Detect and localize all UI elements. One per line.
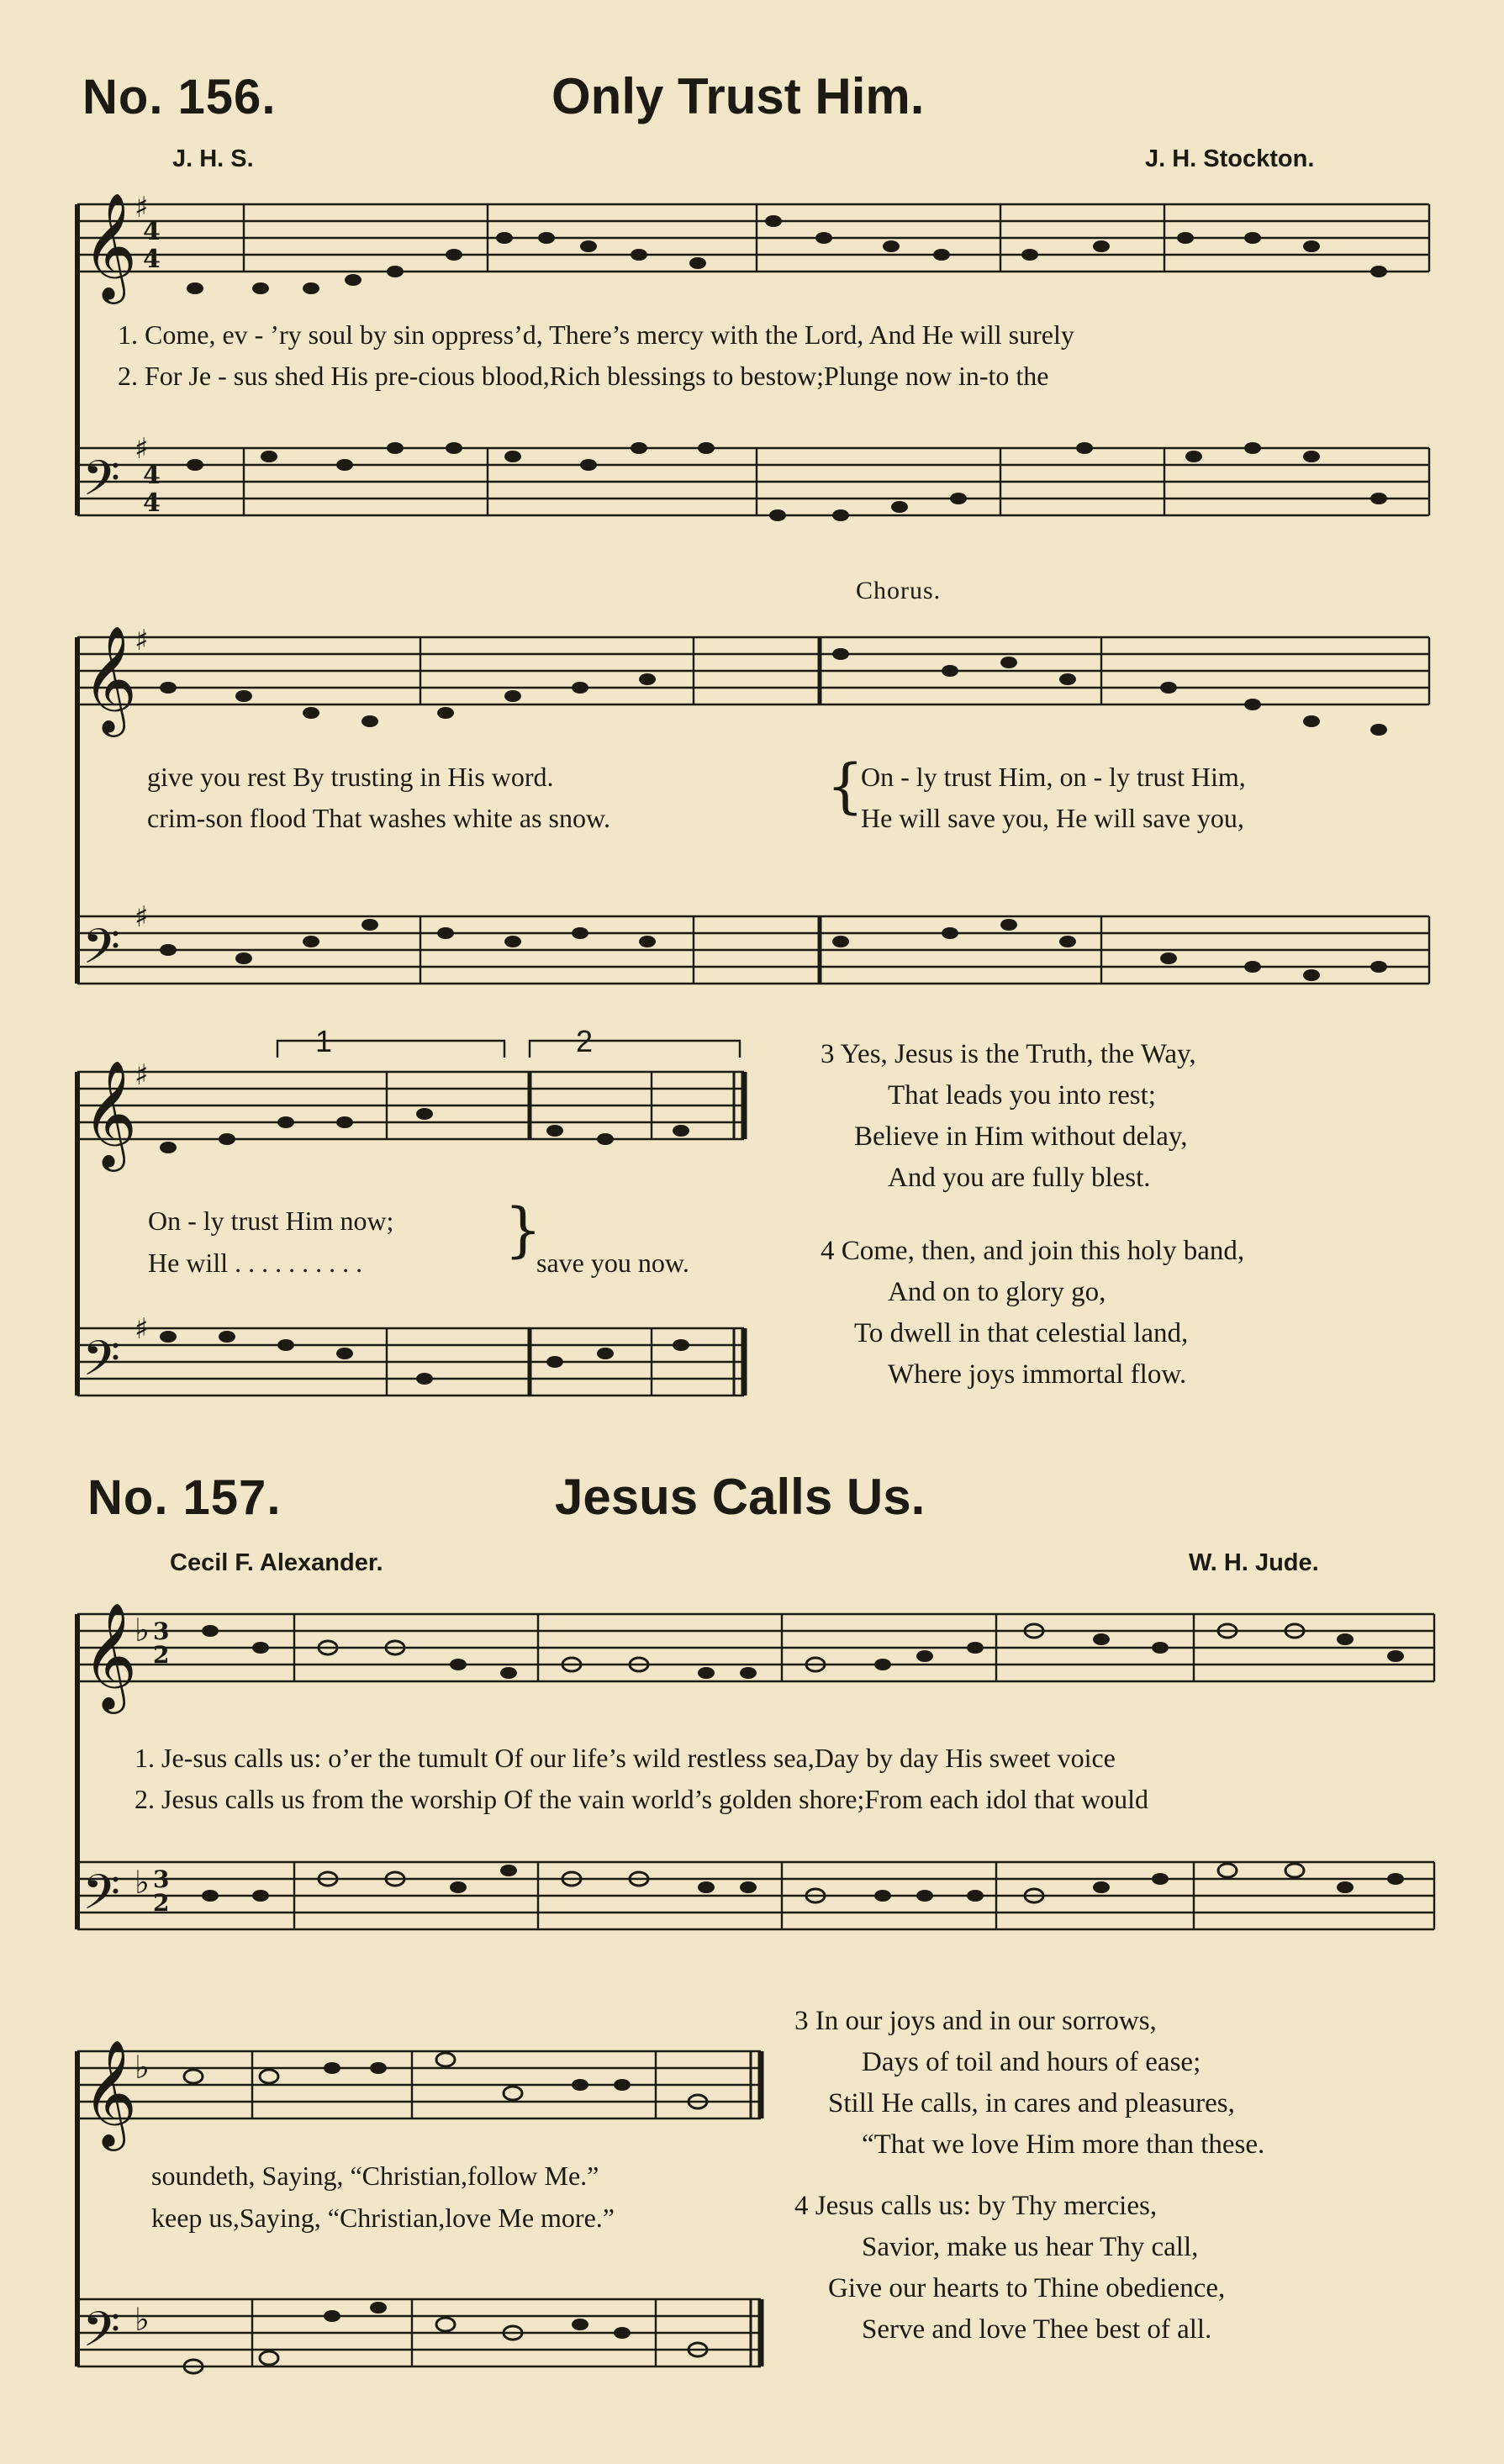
hymn-156-s2-verse-2: crim-son flood That washes white as snow. — [147, 803, 611, 833]
hymn-156-s3-line-1: On - ly trust Him now; — [148, 1206, 394, 1236]
hymn-157-verse-3 — [794, 2006, 1264, 2171]
svg-text:♭: ♭ — [135, 1864, 150, 1901]
svg-text:2: 2 — [153, 1889, 170, 1917]
svg-text:𝄞: 𝄞 — [82, 2039, 138, 2146]
svg-text:𝄢: 𝄢 — [82, 450, 121, 519]
svg-text:𝄢: 𝄢 — [82, 2301, 121, 2370]
hymn-156-title: Only Trust Him. — [551, 68, 925, 124]
svg-text:𝄢: 𝄢 — [82, 1330, 121, 1399]
svg-text:𝄢: 𝄢 — [82, 918, 121, 987]
verse-line: And on to glory go, — [888, 1277, 1106, 1307]
hymn-156-chorus-label: Chorus. — [856, 577, 942, 604]
verse-line: 4 Jesus calls us: by Thy mercies, — [794, 2191, 1158, 2221]
svg-text:2: 2 — [153, 1641, 170, 1669]
svg-text:♯: ♯ — [135, 900, 149, 934]
hymn-156-chorus-brace: { — [826, 752, 864, 820]
hymn-156-s2-verse-1: give you rest By trusting in His word. — [147, 762, 554, 792]
hymn-157-lyricist: Cecil F. Alexander. — [170, 1549, 383, 1576]
svg-text:𝄞: 𝄞 — [82, 625, 138, 732]
svg-text:4: 4 — [143, 488, 161, 518]
hymn-157-composer: W. H. Jude. — [1189, 1549, 1319, 1576]
svg-text:♭: ♭ — [135, 2049, 150, 2086]
svg-text:4: 4 — [143, 245, 161, 274]
verse-line: To dwell in that celestial land, — [854, 1318, 1189, 1348]
svg-text:3: 3 — [153, 1617, 170, 1645]
hymn-156-ending-2: 2 — [576, 1024, 594, 1058]
verse-line: Where joys immortal flow. — [888, 1359, 1187, 1390]
hymn-157-s2-line-1: soundeth, Saying, “Christian,follow Me.” — [151, 2161, 599, 2191]
hymn-156-s1-verse-2: 2. For Je - sus shed His pre-cious blood,Rich blessings to bestow;Plunge now in-to the — [118, 361, 1049, 391]
hymn-157-s2-line-2: keep us,Saying, “Christian,love Me more.” — [151, 2203, 615, 2233]
verse-line: “That we love Him more than these. — [862, 2129, 1265, 2160]
verse-line: Still He calls, in cares and pleasures, — [828, 2088, 1235, 2118]
hymn-157-number: No. 157. — [87, 1470, 282, 1525]
svg-text:♯: ♯ — [135, 191, 149, 224]
verse-line: Serve and love Thee best of all. — [862, 2314, 1212, 2345]
verse-line: 4 Come, then, and join this holy band, — [821, 1236, 1245, 1266]
verse-line: Believe in Him without delay, — [854, 1121, 1188, 1152]
verse-line: That leads you into rest; — [888, 1080, 1156, 1111]
hymn-156-lyricist: J. H. S. — [172, 145, 254, 172]
hymn-156-s2-chorus-2: He will save you, He will save you, — [861, 803, 1244, 833]
hymn-156-s2-chorus-1: On - ly trust Him, on - ly trust Him, — [861, 762, 1246, 792]
hymn-156-number: No. 156. — [82, 70, 277, 124]
hymn-156-s3-line-2: He will . . . . . . . . . . — [148, 1248, 363, 1278]
svg-text:♭: ♭ — [135, 1612, 150, 1649]
hymn-156-s3-brace: } — [504, 1195, 542, 1264]
verse-line: Savior, make us hear Thy call, — [862, 2232, 1199, 2262]
svg-text:♭: ♭ — [135, 2301, 150, 2338]
svg-text:𝄞: 𝄞 — [82, 192, 138, 299]
svg-text:𝄢: 𝄢 — [82, 1864, 121, 1933]
verse-line: And you are fully blest. — [888, 1163, 1151, 1193]
hymn-156-s1-verse-1: 1. Come, ev - ’ry soul by sin oppress’d, There’s mercy with the Lord, And He will surely — [118, 319, 1074, 350]
hymn-157-s1-verse-1: 1. Je-sus calls us: o’er the tumult Of our life’s wild restless sea,Day by day His sweet voice — [135, 1743, 1116, 1773]
svg-text:♯: ♯ — [135, 432, 149, 466]
svg-text:4: 4 — [143, 217, 161, 246]
svg-text:♯: ♯ — [135, 1058, 149, 1092]
verse-line: 3 In our joys and in our sorrows, — [794, 2006, 1157, 2036]
svg-text:3: 3 — [153, 1865, 170, 1893]
hymn-157-verse-4 — [794, 2191, 1225, 2356]
svg-text:𝄞: 𝄞 — [82, 1601, 138, 1709]
hymn-157-title: Jesus Calls Us. — [555, 1469, 926, 1525]
hymn-156-s3-line-3: save you now. — [536, 1248, 689, 1278]
svg-text:4: 4 — [143, 461, 161, 490]
hymn-156-ending-1: 1 — [315, 1024, 333, 1058]
verse-line: Days of toil and hours of ease; — [862, 2047, 1201, 2077]
svg-text:𝄞: 𝄞 — [82, 1059, 138, 1167]
hymn-156-composer: J. H. Stockton. — [1145, 145, 1315, 172]
svg-text:♯: ♯ — [135, 624, 149, 657]
verse-line: 3 Yes, Jesus is the Truth, the Way, — [821, 1039, 1196, 1069]
verse-line: Give our hearts to Thine obedience, — [828, 2273, 1226, 2303]
svg-text:♯: ♯ — [135, 1312, 149, 1346]
hymn-157-s1-verse-2: 2. Jesus calls us from the worship Of the vain world’s golden shore;From each idol that would — [135, 1784, 1149, 1814]
